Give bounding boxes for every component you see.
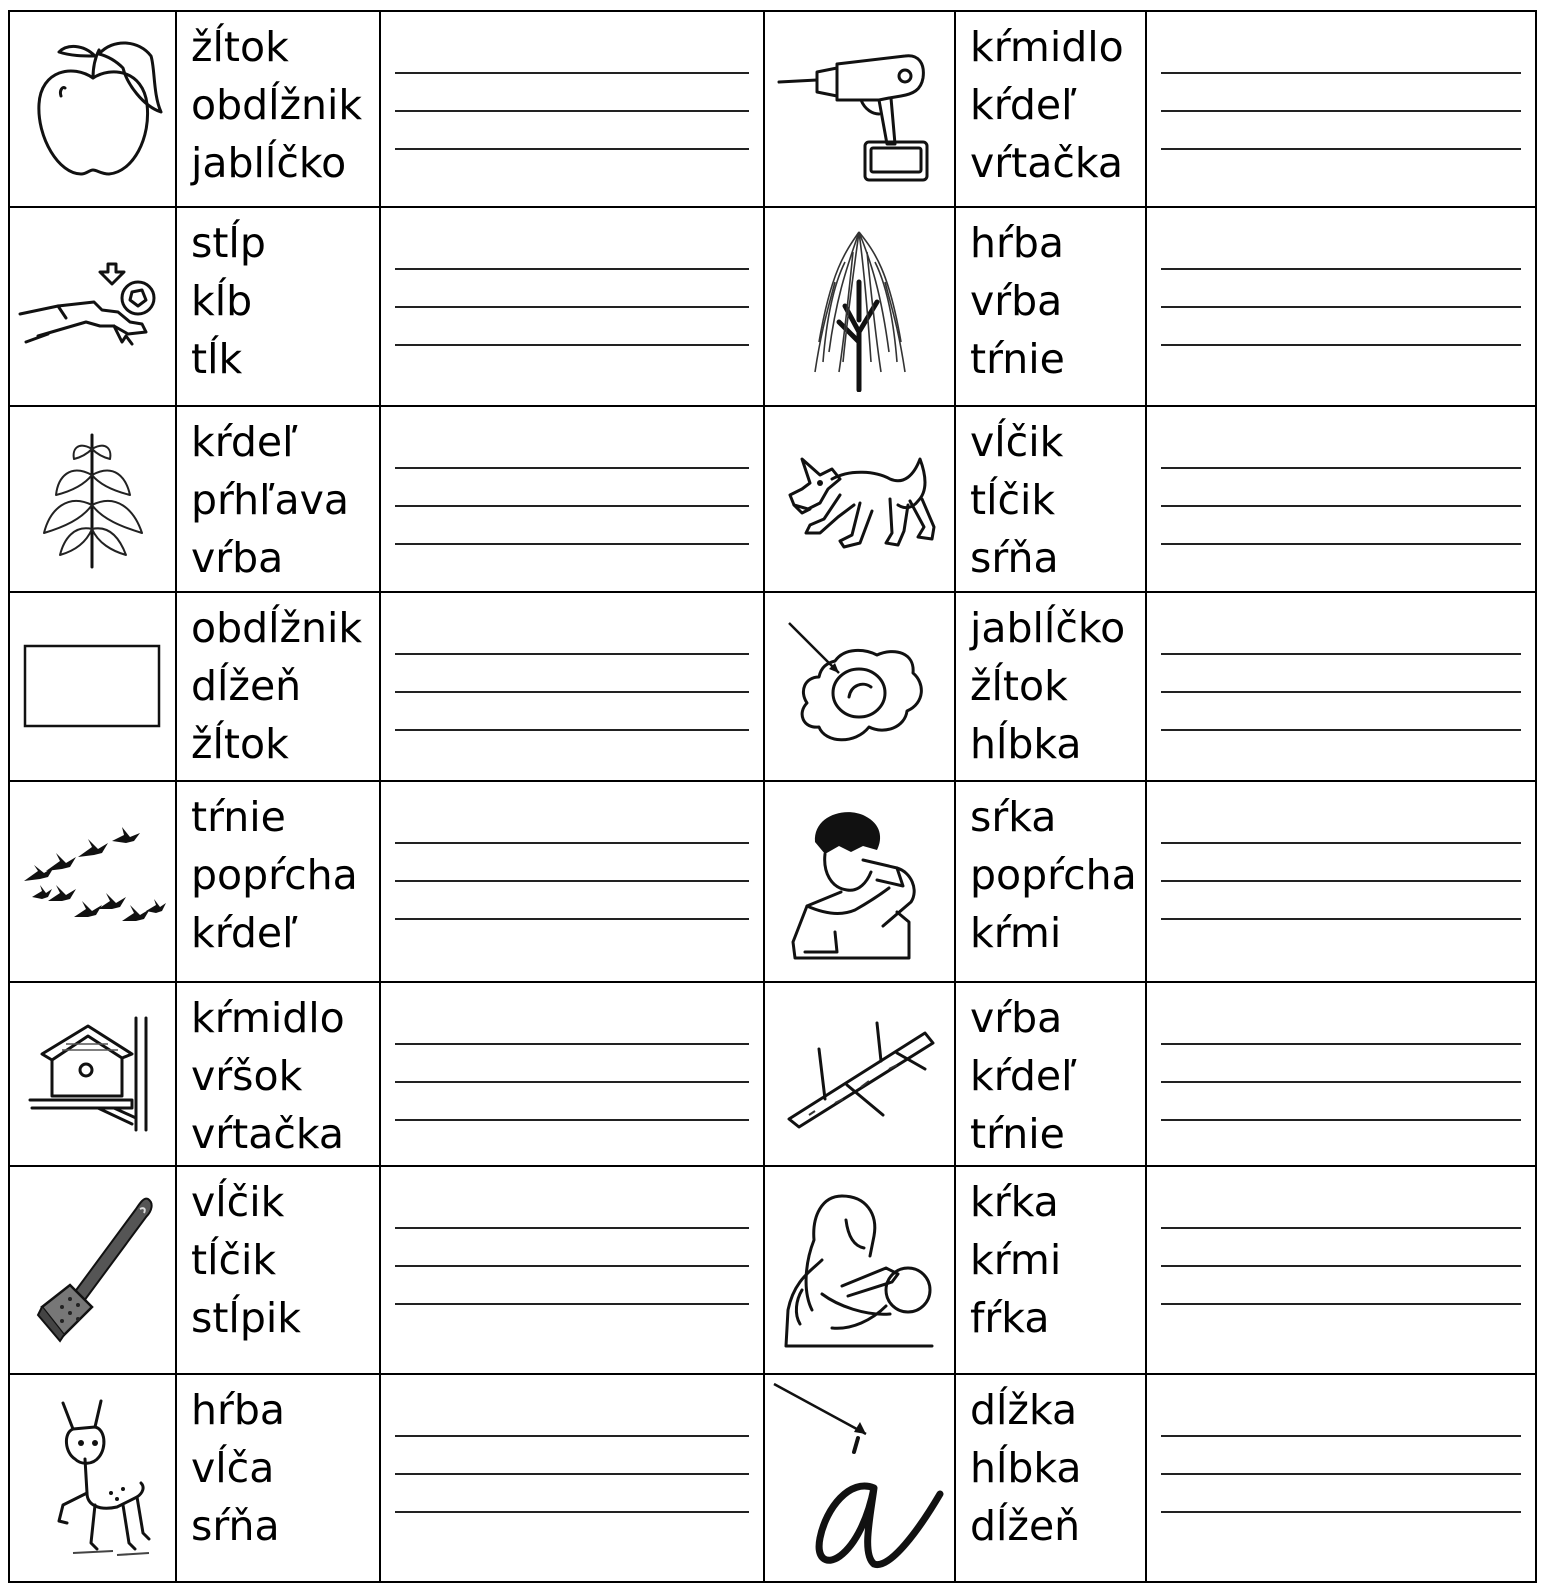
word-option: pŕhľava	[191, 476, 350, 524]
word-option: stĺp	[191, 219, 266, 267]
answer-cell-right-3[interactable]	[1146, 406, 1536, 592]
word-option: kŕka	[970, 1178, 1059, 1226]
writing-line-3[interactable]	[1161, 1511, 1521, 1513]
word-option: vĺča	[191, 1444, 275, 1492]
options-cell-right-4	[955, 592, 1146, 781]
word-option: fŕka	[970, 1294, 1050, 1342]
writing-line-3[interactable]	[395, 729, 749, 731]
willow-tree-icon	[765, 208, 954, 405]
options-cell-right-6	[955, 982, 1146, 1166]
table-row	[9, 11, 1536, 207]
picture-cell-left-7	[9, 1166, 176, 1374]
word-option: kŕmi	[970, 1236, 1062, 1284]
picture-cell-left-6	[9, 982, 176, 1166]
picture-cell-left-5	[9, 781, 176, 982]
kick-ball-icon	[10, 208, 175, 405]
answer-cell-left-8[interactable]	[380, 1374, 764, 1582]
drill-icon	[765, 12, 954, 206]
picture-cell-left-3	[9, 406, 176, 592]
writing-line-3[interactable]	[1161, 344, 1521, 346]
answer-cell-right-1[interactable]	[1146, 11, 1536, 207]
answer-cell-left-5[interactable]	[380, 781, 764, 982]
word-option: popŕcha	[191, 851, 358, 899]
writing-line-3[interactable]	[395, 1119, 749, 1121]
options-cell-left-3	[176, 406, 380, 592]
writing-line-3[interactable]	[1161, 1303, 1521, 1305]
wolf-icon	[765, 407, 954, 591]
word-option: jablĺčko	[970, 604, 1126, 652]
writing-line-2[interactable]	[395, 880, 749, 882]
word-option: jablĺčko	[191, 139, 347, 187]
writing-line-3[interactable]	[1161, 1119, 1521, 1121]
word-option: kŕdeľ	[970, 1052, 1077, 1100]
word-option: kŕmidlo	[970, 23, 1124, 71]
answer-cell-right-4[interactable]	[1146, 592, 1536, 781]
word-option: vŕtačka	[191, 1110, 345, 1158]
writing-line-3[interactable]	[1161, 148, 1521, 150]
word-option: tŕnie	[970, 1110, 1065, 1158]
writing-line-2[interactable]	[395, 1473, 749, 1475]
writing-line-3[interactable]	[395, 1303, 749, 1305]
writing-line-1[interactable]	[1161, 1227, 1521, 1229]
options-cell-right-1	[955, 11, 1146, 207]
writing-line-2[interactable]	[1161, 1081, 1521, 1083]
word-option: tŕnie	[970, 335, 1065, 383]
word-option: vŕšok	[191, 1052, 303, 1100]
apple-icon	[10, 12, 175, 206]
word-option: vŕba	[970, 994, 1063, 1042]
options-cell-left-1	[176, 11, 380, 207]
word-option: dĺžeň	[970, 1502, 1081, 1550]
picture-cell-right-1	[764, 11, 955, 207]
word-option: žĺtok	[191, 720, 289, 768]
letter-accent-icon	[765, 1375, 954, 1581]
word-option: obdĺžnik	[191, 81, 363, 129]
options-cell-right-5	[955, 781, 1146, 982]
options-cell-right-2	[955, 207, 1146, 406]
writing-line-1[interactable]	[395, 467, 749, 469]
picture-cell-right-6	[764, 982, 955, 1166]
writing-line-1[interactable]	[1161, 1435, 1521, 1437]
table-row	[9, 592, 1536, 781]
options-cell-right-3	[955, 406, 1146, 592]
word-option: hŕba	[191, 1386, 285, 1434]
fawn-icon	[10, 1375, 175, 1581]
answer-cell-left-6[interactable]	[380, 982, 764, 1166]
writing-line-2[interactable]	[1161, 505, 1521, 507]
word-option: vĺčik	[970, 418, 1064, 466]
writing-line-1[interactable]	[1161, 842, 1521, 844]
word-option: kŕmidlo	[191, 994, 345, 1042]
writing-line-2[interactable]	[1161, 1265, 1521, 1267]
table-row	[9, 781, 1536, 982]
picture-cell-right-7	[764, 1166, 955, 1374]
options-cell-left-7	[176, 1166, 380, 1374]
writing-line-1[interactable]	[1161, 467, 1521, 469]
word-option: vĺčik	[191, 1178, 285, 1226]
writing-line-3[interactable]	[1161, 918, 1521, 920]
writing-line-2[interactable]	[1161, 691, 1521, 693]
word-option: kŕdeľ	[191, 909, 298, 957]
word-option: kŕdeľ	[970, 81, 1077, 129]
word-option: stĺpik	[191, 1294, 301, 1342]
writing-line-3[interactable]	[395, 344, 749, 346]
writing-line-1[interactable]	[1161, 1043, 1521, 1045]
writing-line-1[interactable]	[395, 1043, 749, 1045]
picture-cell-right-4	[764, 592, 955, 781]
word-option: žĺtok	[970, 662, 1068, 710]
picture-cell-left-1	[9, 11, 176, 207]
word-option: hĺbka	[970, 1444, 1082, 1492]
writing-line-2[interactable]	[395, 1081, 749, 1083]
word-option: tŕnie	[191, 793, 286, 841]
word-option: vŕba	[191, 534, 284, 582]
writing-line-2[interactable]	[1161, 110, 1521, 112]
writing-line-1[interactable]	[1161, 72, 1521, 74]
answer-cell-left-7[interactable]	[380, 1166, 764, 1374]
writing-line-2[interactable]	[395, 691, 749, 693]
answer-cell-right-5[interactable]	[1146, 781, 1536, 982]
table-row	[9, 207, 1536, 406]
writing-line-2[interactable]	[1161, 1473, 1521, 1475]
word-option: dĺžka	[970, 1386, 1078, 1434]
options-cell-left-2	[176, 207, 380, 406]
picture-cell-right-2	[764, 207, 955, 406]
answer-cell-right-2[interactable]	[1146, 207, 1536, 406]
picture-cell-right-5	[764, 781, 955, 982]
writing-line-1[interactable]	[395, 268, 749, 270]
writing-line-3[interactable]	[395, 148, 749, 150]
answer-cell-left-2[interactable]	[380, 207, 764, 406]
writing-line-3[interactable]	[1161, 729, 1521, 731]
writing-line-3[interactable]	[395, 543, 749, 545]
writing-line-1[interactable]	[395, 842, 749, 844]
table-row	[9, 982, 1536, 1166]
writing-line-2[interactable]	[1161, 306, 1521, 308]
writing-line-1[interactable]	[395, 1227, 749, 1229]
mother-feeding-icon	[765, 1167, 954, 1373]
word-option: popŕcha	[970, 851, 1137, 899]
meat-mallet-icon	[10, 1167, 175, 1373]
options-cell-left-8	[176, 1374, 380, 1582]
boy-drinking-icon	[765, 782, 954, 981]
answer-cell-right-7[interactable]	[1146, 1166, 1536, 1374]
options-cell-right-8	[955, 1374, 1146, 1582]
word-option: vŕba	[970, 277, 1063, 325]
word-option: kŕdeľ	[191, 418, 298, 466]
word-option: dĺžeň	[191, 662, 302, 710]
table-row	[9, 1166, 1536, 1374]
word-option: sŕňa	[970, 534, 1059, 582]
word-option: sŕňa	[191, 1502, 280, 1550]
options-cell-left-4	[176, 592, 380, 781]
writing-line-3[interactable]	[395, 1511, 749, 1513]
writing-line-2[interactable]	[395, 306, 749, 308]
answer-cell-left-4[interactable]	[380, 592, 764, 781]
word-option: tĺčik	[970, 476, 1056, 524]
word-option: tĺk	[191, 335, 243, 383]
worksheet-table	[8, 10, 1537, 1583]
word-option: sŕka	[970, 793, 1057, 841]
picture-cell-left-4	[9, 592, 176, 781]
table-row	[9, 406, 1536, 592]
writing-line-3[interactable]	[395, 918, 749, 920]
answer-cell-left-1[interactable]	[380, 11, 764, 207]
options-cell-left-6	[176, 982, 380, 1166]
answer-cell-right-6[interactable]	[1146, 982, 1536, 1166]
writing-line-2[interactable]	[395, 505, 749, 507]
bird-flock-icon	[10, 782, 175, 981]
table-row	[9, 1374, 1536, 1582]
word-option: tĺčik	[191, 1236, 277, 1284]
writing-line-1[interactable]	[1161, 268, 1521, 270]
picture-cell-left-8	[9, 1374, 176, 1582]
word-option: obdĺžnik	[191, 604, 363, 652]
word-option: kĺb	[191, 277, 253, 325]
word-option: vŕtačka	[970, 139, 1124, 187]
writing-line-2[interactable]	[395, 110, 749, 112]
word-option: žĺtok	[191, 23, 289, 71]
thorn-branch-icon	[765, 983, 954, 1165]
word-option: kŕmi	[970, 909, 1062, 957]
nettle-icon	[10, 407, 175, 591]
writing-line-1[interactable]	[395, 653, 749, 655]
fried-egg-icon	[765, 593, 954, 780]
writing-line-2[interactable]	[395, 1265, 749, 1267]
picture-cell-left-2	[9, 207, 176, 406]
picture-cell-right-8	[764, 1374, 955, 1582]
rectangle-icon	[10, 593, 175, 780]
writing-line-3[interactable]	[1161, 543, 1521, 545]
writing-line-2[interactable]	[1161, 880, 1521, 882]
writing-line-1[interactable]	[395, 72, 749, 74]
answer-cell-left-3[interactable]	[380, 406, 764, 592]
picture-cell-right-3	[764, 406, 955, 592]
writing-line-1[interactable]	[1161, 653, 1521, 655]
birdhouse-icon	[10, 983, 175, 1165]
options-cell-right-7	[955, 1166, 1146, 1374]
word-option: hŕba	[970, 219, 1064, 267]
writing-line-1[interactable]	[395, 1435, 749, 1437]
word-option: hĺbka	[970, 720, 1082, 768]
answer-cell-right-8[interactable]	[1146, 1374, 1536, 1582]
options-cell-left-5	[176, 781, 380, 982]
